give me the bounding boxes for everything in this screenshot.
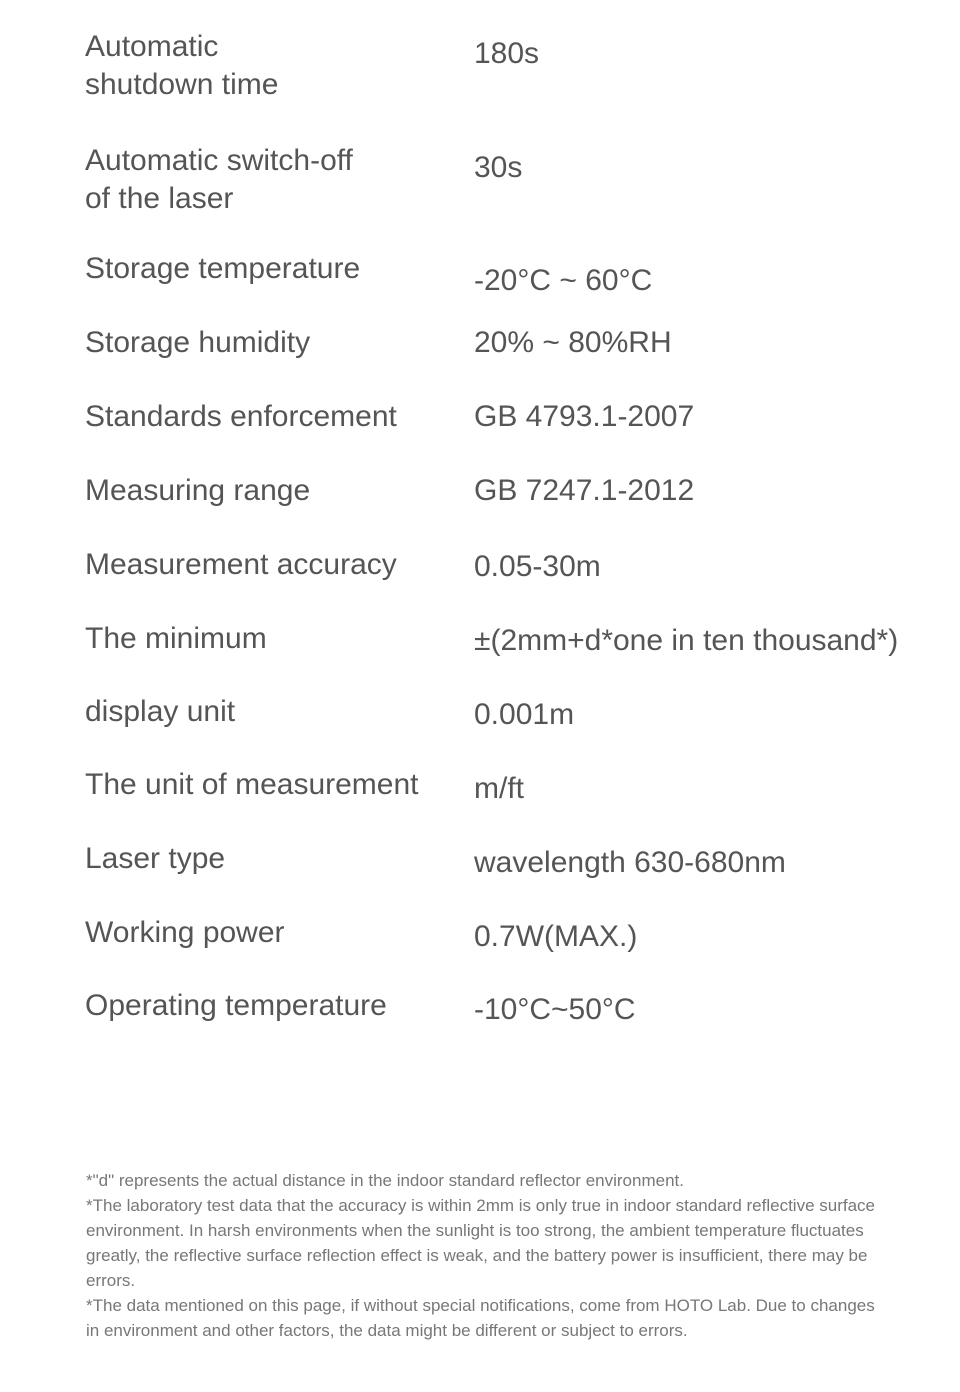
spec-label: Automatic switch-off of the laser	[85, 144, 353, 215]
spec-value: wavelength 630-680nm	[474, 846, 786, 879]
spec-value: GB 7247.1-2012	[474, 474, 695, 507]
spec-value: 30s	[474, 151, 523, 184]
spec-label: Measuring range	[85, 474, 311, 507]
spec-value: m/ft	[474, 772, 524, 805]
spec-label: display unit	[85, 695, 236, 728]
footnotes	[86, 1168, 886, 1343]
spec-value: ±(2mm+d*one in ten thousand*)	[474, 624, 899, 657]
spec-label: Operating temperature	[85, 989, 387, 1022]
spec-label: Measurement accuracy	[85, 548, 397, 581]
spec-label: Laser type	[85, 842, 226, 875]
spec-label: Storage humidity	[85, 326, 311, 359]
spec-value: 0.7W(MAX.)	[474, 920, 638, 953]
footnote-accuracy: *The laboratory test data that the accuracy is within 2mm is only true in indoor standard reflective surface environment. In harsh environments when the sunlight is too strong, the ambient temperature fluctuates greatly, the reflective surface reflection effect is weak, and the battery power is insufficient, there may be errors.	[86, 1196, 875, 1290]
spec-value: 180s	[474, 37, 540, 70]
spec-value: -20°C ~ 60°C	[474, 264, 653, 297]
spec-value: 20% ~ 80%RH	[474, 326, 672, 359]
spec-label: Automatic shutdown time	[85, 30, 279, 101]
footnote-data-source: *The data mentioned on this page, if without special notifications, come from HOTO Lab. Due to changes in environment and other factors, the data might be different or subject to errors.	[86, 1296, 875, 1340]
spec-label: Standards enforcement	[85, 400, 397, 433]
spec-value: 0.001m	[474, 698, 575, 731]
spec-value: 0.05-30m	[474, 550, 601, 583]
spec-label: The minimum	[85, 622, 267, 655]
footnote-distance: *"d" represents the actual distance in the indoor standard reflector environment.	[86, 1171, 684, 1190]
spec-value: GB 4793.1-2007	[474, 400, 695, 433]
spec-label: Working power	[85, 916, 285, 949]
spec-label: Storage temperature	[85, 252, 361, 285]
spec-value: -10°C~50°C	[474, 993, 636, 1026]
spec-label: The unit of measurement	[85, 768, 419, 801]
